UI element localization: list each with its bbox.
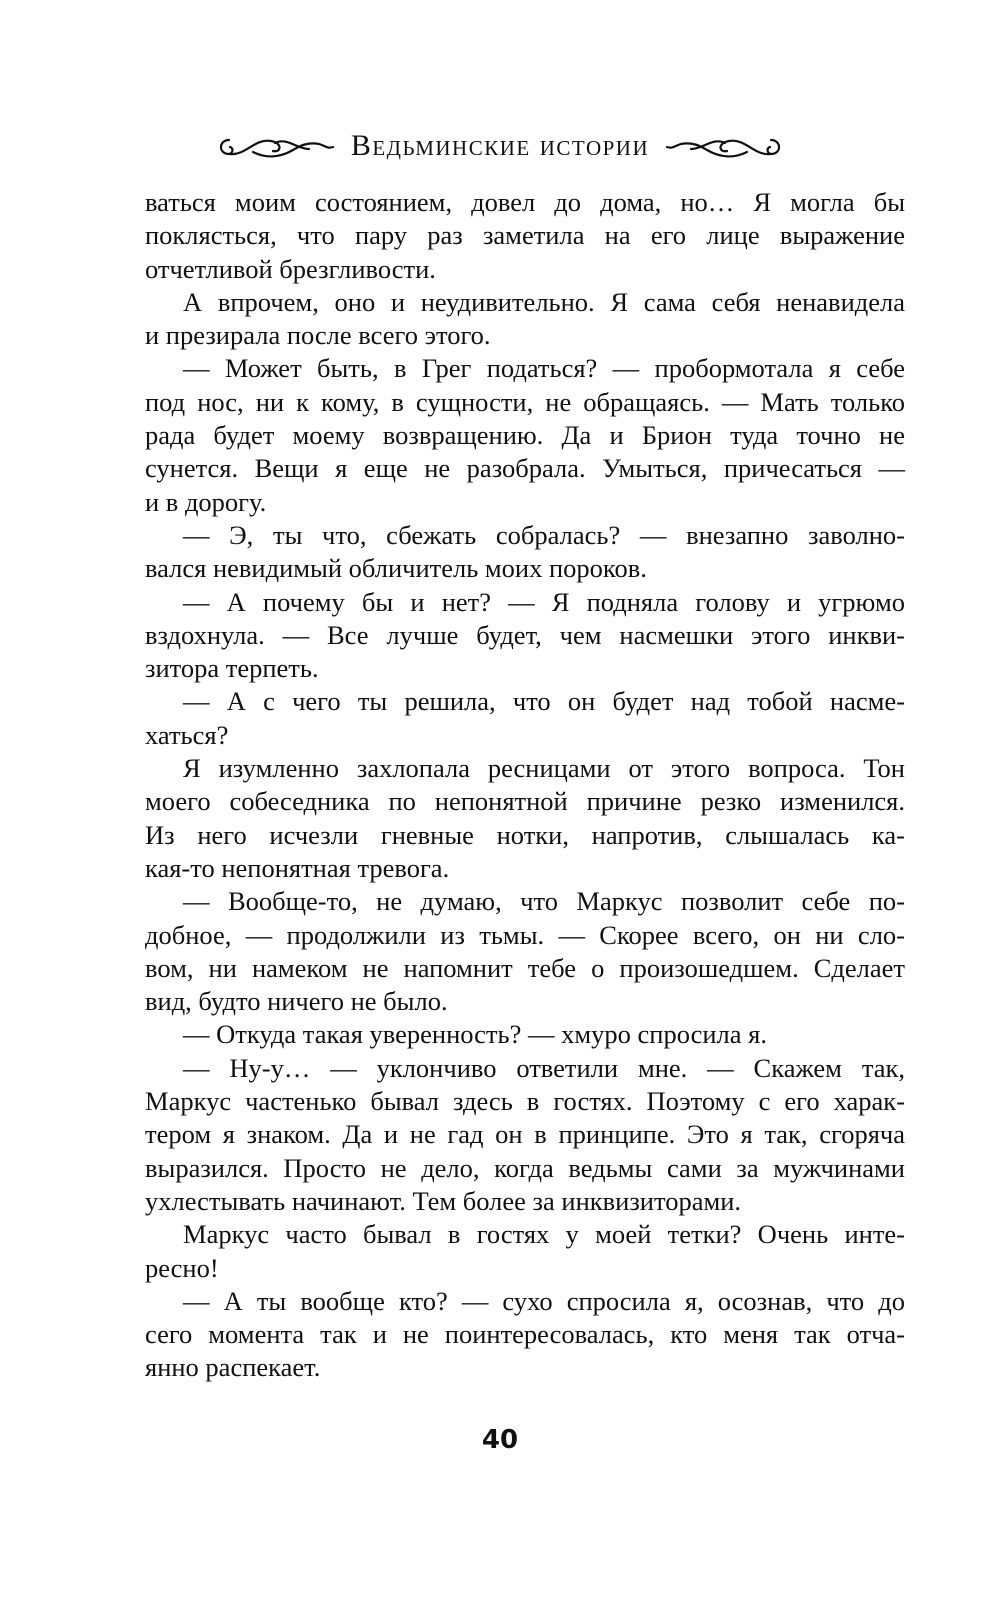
text-line: хаться?	[145, 719, 229, 750]
text-line: и презирала после всего этого.	[145, 320, 491, 351]
text-line: добное, — продолжили из тьмы. — Скорее всего, он ни сло-	[145, 919, 905, 950]
text-line: зитора терпеть.	[145, 653, 319, 684]
text-line: вался невидимый обличитель моих пороков.	[145, 553, 647, 584]
text-line: — А с чего ты решила, что он будет над тобой насме-	[183, 686, 905, 717]
text-line: — Ну-у… — уклончиво ответили мне. — Скажем так,	[183, 1052, 905, 1083]
flourish-ornament-icon	[215, 131, 337, 161]
text-line: — Вообще-то, не думаю, что Маркус позволит себе по-	[183, 886, 905, 917]
text-line: под нос, ни к кому, в сущности, не обращаясь. — Мать только	[145, 386, 905, 417]
text-line: Маркус часто бывал в гостях у моей тетки? Очень инте-	[183, 1219, 905, 1250]
text-line: вом, ни намеком не напомнит тебе о произошедшем. Сделает	[145, 952, 905, 983]
page-number: 40	[481, 1425, 519, 1455]
text-line: Маркус частенько бывал здесь в гостях. Поэтому с его харак-	[145, 1086, 905, 1117]
text-line: ухлестывать начинают. Тем более за инквизиторами.	[145, 1185, 742, 1216]
text-line: моего собеседника по непонятной причине резко изменился.	[145, 786, 905, 817]
text-line: — А почему бы и нет? — Я подняла голову и угрюмо	[183, 586, 905, 617]
text-line: вздохнула. — Все лучше будет, чем насмешки этого инкви-	[145, 619, 905, 650]
text-line: кая-то непонятная тревога.	[145, 852, 450, 883]
text-line: ресно!	[145, 1252, 219, 1283]
flourish-ornament-icon	[663, 131, 785, 161]
text-line: рада будет моему возвращению. Да и Брион туда точно не	[145, 420, 905, 451]
text-line: — Откуда такая уверенность? — хмуро спросила я.	[183, 1019, 767, 1050]
text-line: Я изумленно захлопала ресницами от этого вопроса. Тон	[183, 753, 905, 784]
header-title: Ведьминские истории	[350, 129, 650, 162]
text-line: и в дорогу.	[145, 486, 267, 517]
text-line: отчетливой брезгливости.	[145, 253, 436, 284]
text-line: — Э, ты что, сбежать собралась? — внезапно заволно-	[183, 519, 905, 550]
body-text	[145, 186, 905, 1385]
text-line: сего момента так и не поинтересовалась, кто меня так отча-	[145, 1319, 905, 1350]
text-line: сунется. Вещи я еще не разобрала. Умыться, причесаться —	[145, 453, 905, 484]
text-line: Из него исчезли гневные нотки, напротив, слышалась ка-	[145, 819, 905, 850]
text-line: вид, будто ничего не было.	[145, 986, 448, 1017]
text-line: тером я знаком. Да и не гад он в принципе. Это я так, сгоряча	[145, 1119, 905, 1150]
text-line: — Может быть, в Грег податься? — пробормотала я себе	[183, 353, 905, 384]
text-line: — А ты вообще кто? — сухо спросила я, осознав, что до	[183, 1285, 905, 1316]
running-header	[0, 124, 1000, 168]
text-line: А впрочем, оно и неудивительно. Я сама себя ненавидела	[183, 286, 905, 317]
text-line: янно распекает.	[145, 1352, 321, 1383]
text-line: ваться моим состоянием, довел до дома, но… Я могла бы	[145, 187, 905, 217]
text-line: поклясться, что пару раз заметила на его лице выражение	[145, 220, 905, 251]
text-line: выразился. Просто не дело, когда ведьмы сами за мужчинами	[145, 1152, 905, 1183]
